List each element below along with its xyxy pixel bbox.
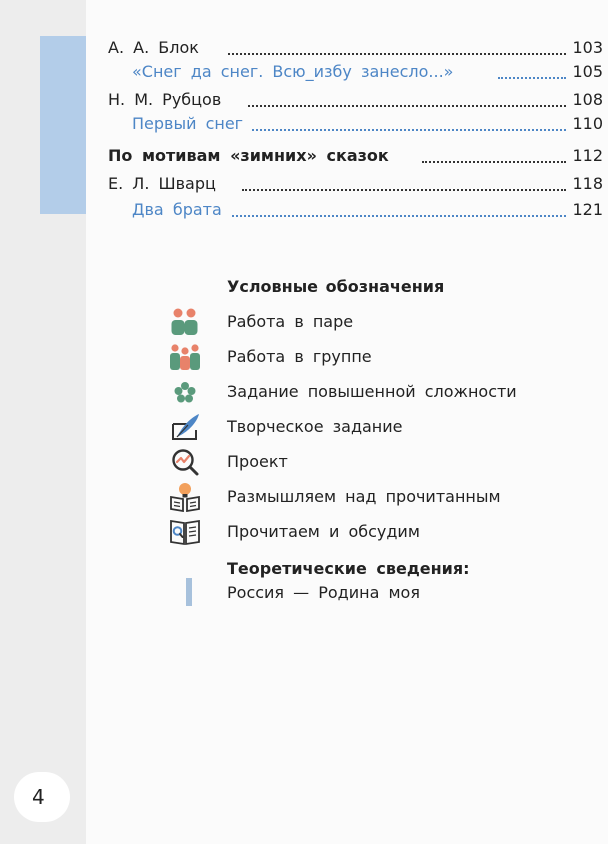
lightbulb-book-icon xyxy=(168,482,202,512)
toc-entry[interactable] xyxy=(86,171,608,197)
toc-entry[interactable] xyxy=(86,197,608,223)
margin-color-strip xyxy=(40,36,86,214)
legend-item xyxy=(86,342,608,372)
legend-item-text: Работа в паре xyxy=(227,312,354,331)
toc-entry[interactable] xyxy=(86,35,608,61)
legend-item-text: Работа в группе xyxy=(227,347,372,366)
toc-label: А. А. Блок xyxy=(108,38,199,57)
toc-label: Н. М. Рубцов xyxy=(108,90,222,109)
legend-title: Условные обозначения xyxy=(227,277,445,296)
book-page xyxy=(86,0,608,844)
toc-leader xyxy=(232,215,566,217)
toc-page-number: 118 xyxy=(572,174,603,193)
toc-label: По мотивам «зимних» сказок xyxy=(108,146,389,165)
toc-leader xyxy=(422,161,566,163)
toc-page-number: 108 xyxy=(572,90,603,109)
legend-item xyxy=(86,412,608,442)
toc-label: Два брата xyxy=(132,200,222,219)
toc-page-number: 103 xyxy=(572,38,603,57)
flower-icon xyxy=(168,377,202,407)
legend-item-text: Задание повышенной сложности xyxy=(227,382,517,401)
toc-leader xyxy=(252,129,566,131)
toc-page-number: 105 xyxy=(572,62,603,81)
magnifier-chart-icon xyxy=(168,447,202,477)
page-number: 4 xyxy=(14,772,70,822)
legend-item xyxy=(86,517,608,547)
legend-item xyxy=(86,307,608,337)
toc-label: «Снег да снег. Всю_избу занесло...» xyxy=(132,62,454,81)
toc-entry[interactable] xyxy=(86,111,608,137)
toc-entry[interactable] xyxy=(86,143,608,169)
toc-entry[interactable] xyxy=(86,59,608,85)
legend-item-text: Проект xyxy=(227,452,288,471)
legend-item xyxy=(86,377,608,407)
toc-leader xyxy=(242,189,566,191)
book-magnifier-icon xyxy=(168,517,202,547)
toc-leader xyxy=(248,105,566,107)
legend-item-text: Творческое задание xyxy=(227,417,403,436)
legend-item-text: Прочитаем и обсудим xyxy=(227,522,420,541)
theory-color-bar xyxy=(186,578,192,606)
toc-page-number: 112 xyxy=(572,146,603,165)
toc-leader xyxy=(498,77,566,79)
toc-label: Первый снег xyxy=(132,114,244,133)
theory-text: Россия — Родина моя xyxy=(227,583,420,602)
group-work-icon xyxy=(168,342,202,372)
toc-entry[interactable] xyxy=(86,87,608,113)
legend-item xyxy=(86,447,608,477)
legend-item xyxy=(86,482,608,512)
pair-work-icon xyxy=(168,307,202,337)
toc-page-number: 110 xyxy=(572,114,603,133)
toc-page-number: 121 xyxy=(572,200,603,219)
theory-title: Теоретические сведения: xyxy=(227,559,470,578)
toc-label: Е. Л. Шварц xyxy=(108,174,216,193)
toc-leader xyxy=(228,53,566,55)
quill-icon xyxy=(168,412,202,442)
legend-item-text: Размышляем над прочитанным xyxy=(227,487,501,506)
